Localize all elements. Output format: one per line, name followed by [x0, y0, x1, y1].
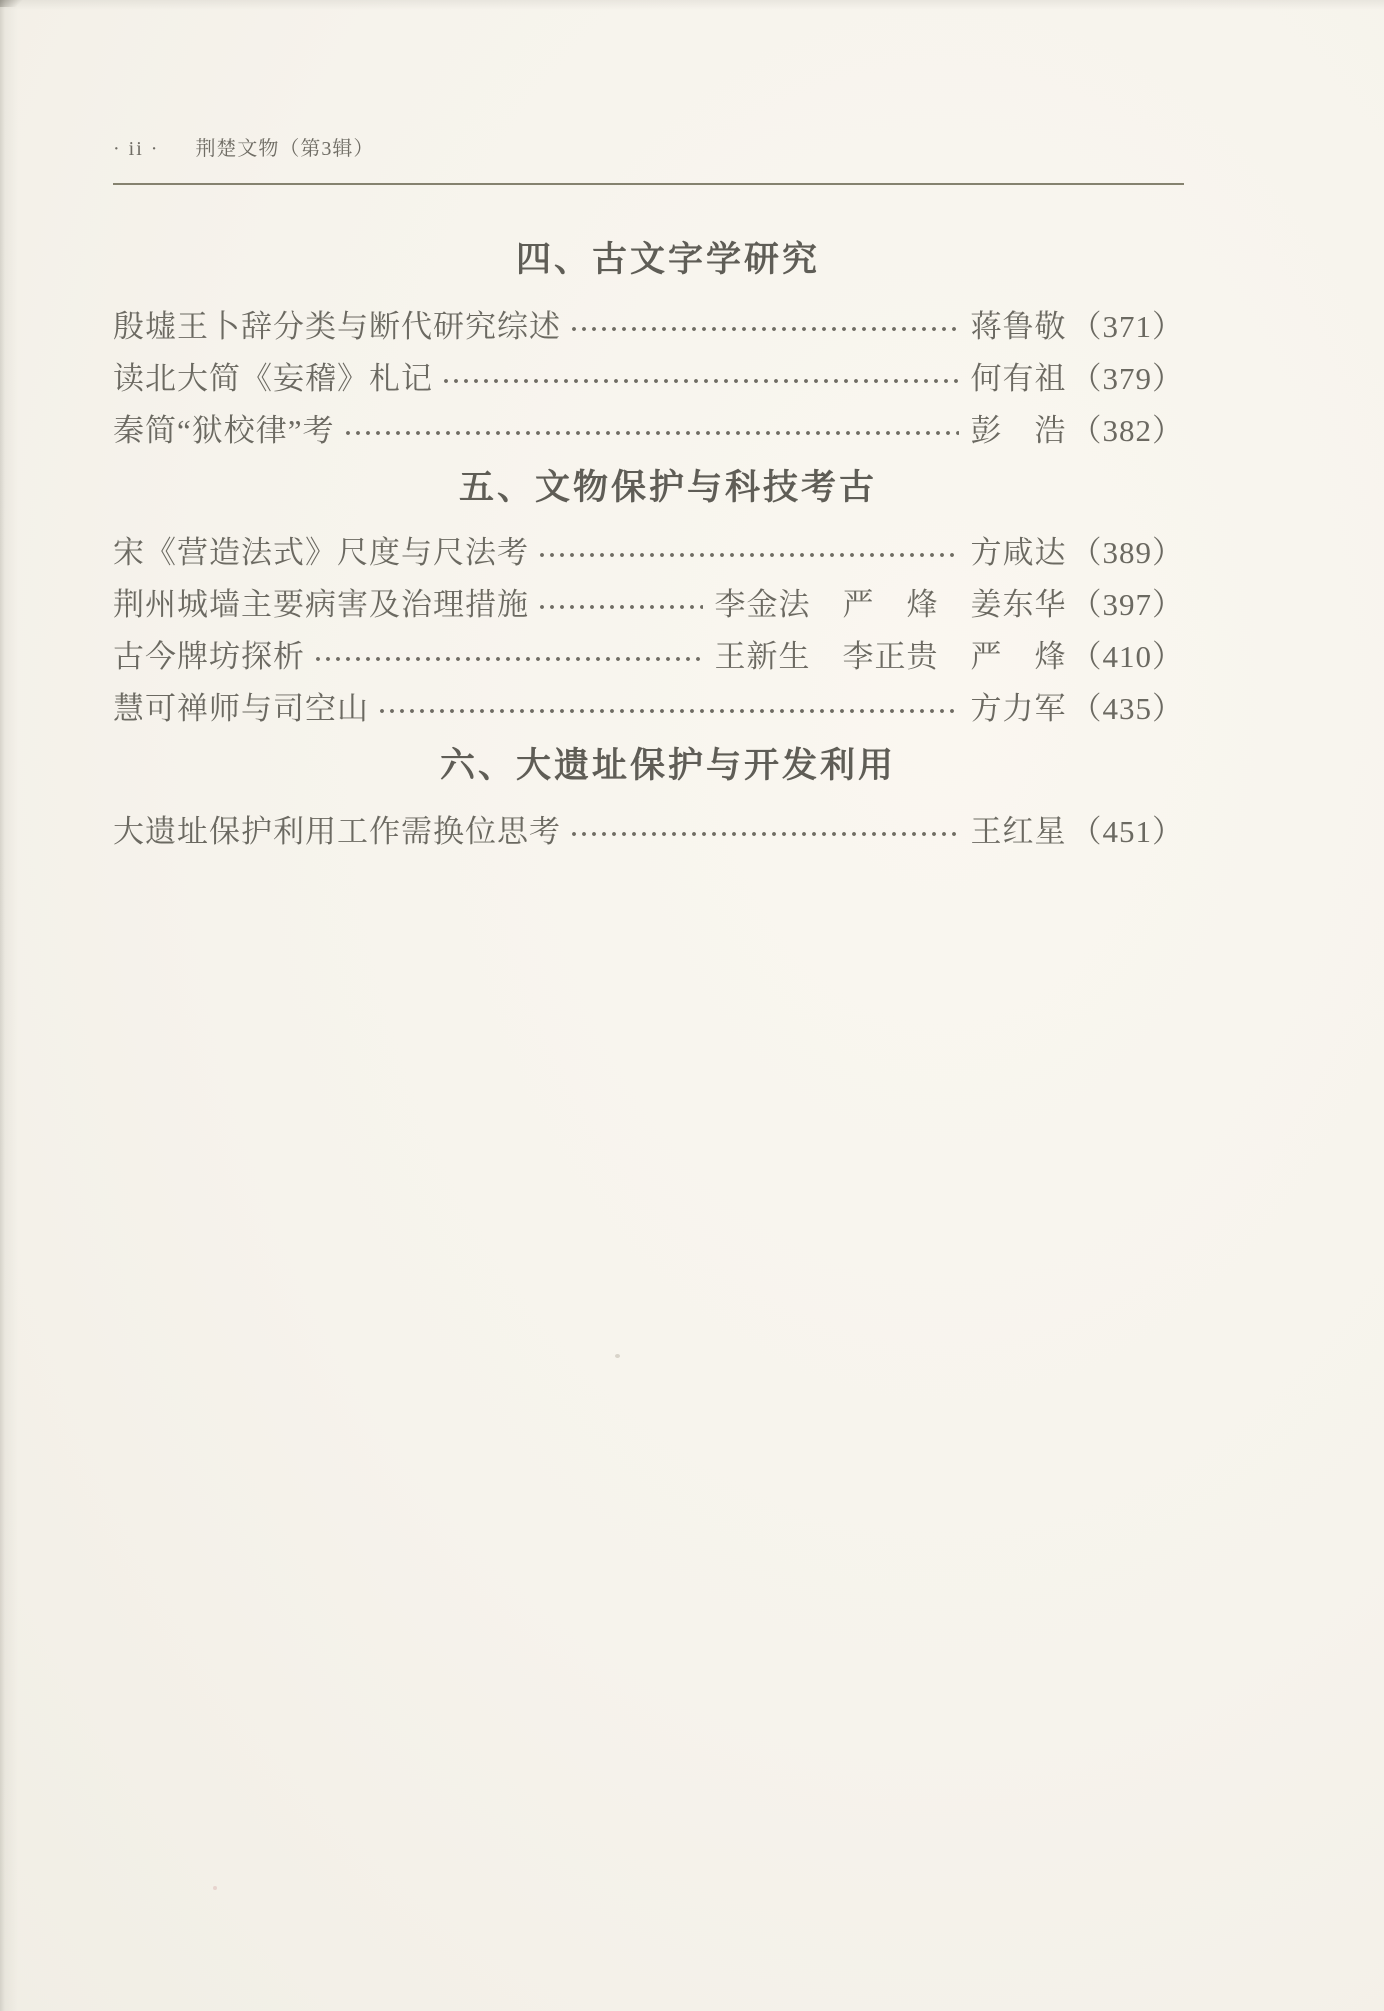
toc-entry — [113, 358, 1184, 400]
scan-speck — [615, 1354, 620, 1358]
toc-entry — [113, 636, 1184, 678]
toc-entry — [113, 811, 1184, 853]
dot-leader — [441, 375, 959, 387]
running-header — [113, 134, 1184, 164]
entry-page: （371） — [1070, 309, 1184, 344]
entry-title: 古今牌坊探析 — [113, 639, 305, 674]
entry-authors: 王红星 — [970, 814, 1067, 849]
dot-leader — [537, 549, 959, 561]
scan-corner-mark — [0, 0, 22, 7]
entry-title: 秦简“狱校律”考 — [113, 413, 335, 448]
dot-leader — [313, 653, 703, 665]
entry-title: 宋《营造法式》尺度与尺法考 — [113, 535, 529, 570]
entry-page: （435） — [1070, 691, 1184, 726]
scan-edge-left — [0, 0, 18, 2011]
entry-authors: 何有祖 — [970, 361, 1067, 396]
toc-entry — [113, 688, 1184, 730]
section-title-4: 四、古文字学研究 — [515, 240, 820, 279]
section-title-5: 五、文物保护与科技考古 — [458, 468, 877, 507]
entry-title: 读北大简《妄稽》札记 — [113, 361, 433, 396]
entry-authors: 李金法 严 烽 姜东华 — [714, 587, 1067, 622]
page-number-marker: · ii · — [113, 138, 160, 160]
header-rule — [113, 183, 1184, 185]
section-title-6: 六、大遗址保护与开发利用 — [439, 746, 896, 785]
entry-page: （410） — [1070, 639, 1184, 674]
entry-authors: 方咸达 — [970, 535, 1067, 570]
scan-speck — [213, 1886, 217, 1890]
toc-entry — [113, 584, 1184, 626]
entry-title: 荆州城墙主要病害及治理措施 — [113, 587, 529, 622]
entry-authors: 彭 浩 — [970, 413, 1067, 448]
entry-authors: 方力军 — [970, 691, 1067, 726]
dot-leader — [569, 323, 959, 335]
entry-title: 大遗址保护利用工作需换位思考 — [113, 814, 561, 849]
entry-title: 殷墟王卜辞分类与断代研究综述 — [113, 309, 561, 344]
entry-page: （397） — [1070, 587, 1184, 622]
entry-authors: 王新生 李正贵 严 烽 — [714, 639, 1067, 674]
dot-leader — [343, 427, 959, 439]
book-title: 荆楚文物（第3辑） — [195, 138, 375, 160]
dot-leader — [377, 705, 959, 717]
entry-page: （379） — [1070, 361, 1184, 396]
dot-leader — [537, 601, 703, 613]
toc-entry — [113, 306, 1184, 348]
toc-entry — [113, 410, 1184, 452]
dot-leader — [569, 828, 959, 840]
entry-page: （451） — [1070, 814, 1184, 849]
entry-title: 慧可禅师与司空山 — [113, 691, 369, 726]
scan-edge-top — [0, 0, 1384, 10]
toc-entry — [113, 532, 1184, 574]
entry-authors: 蒋鲁敬 — [970, 309, 1067, 344]
entry-page: （389） — [1070, 535, 1184, 570]
entry-page: （382） — [1070, 413, 1184, 448]
